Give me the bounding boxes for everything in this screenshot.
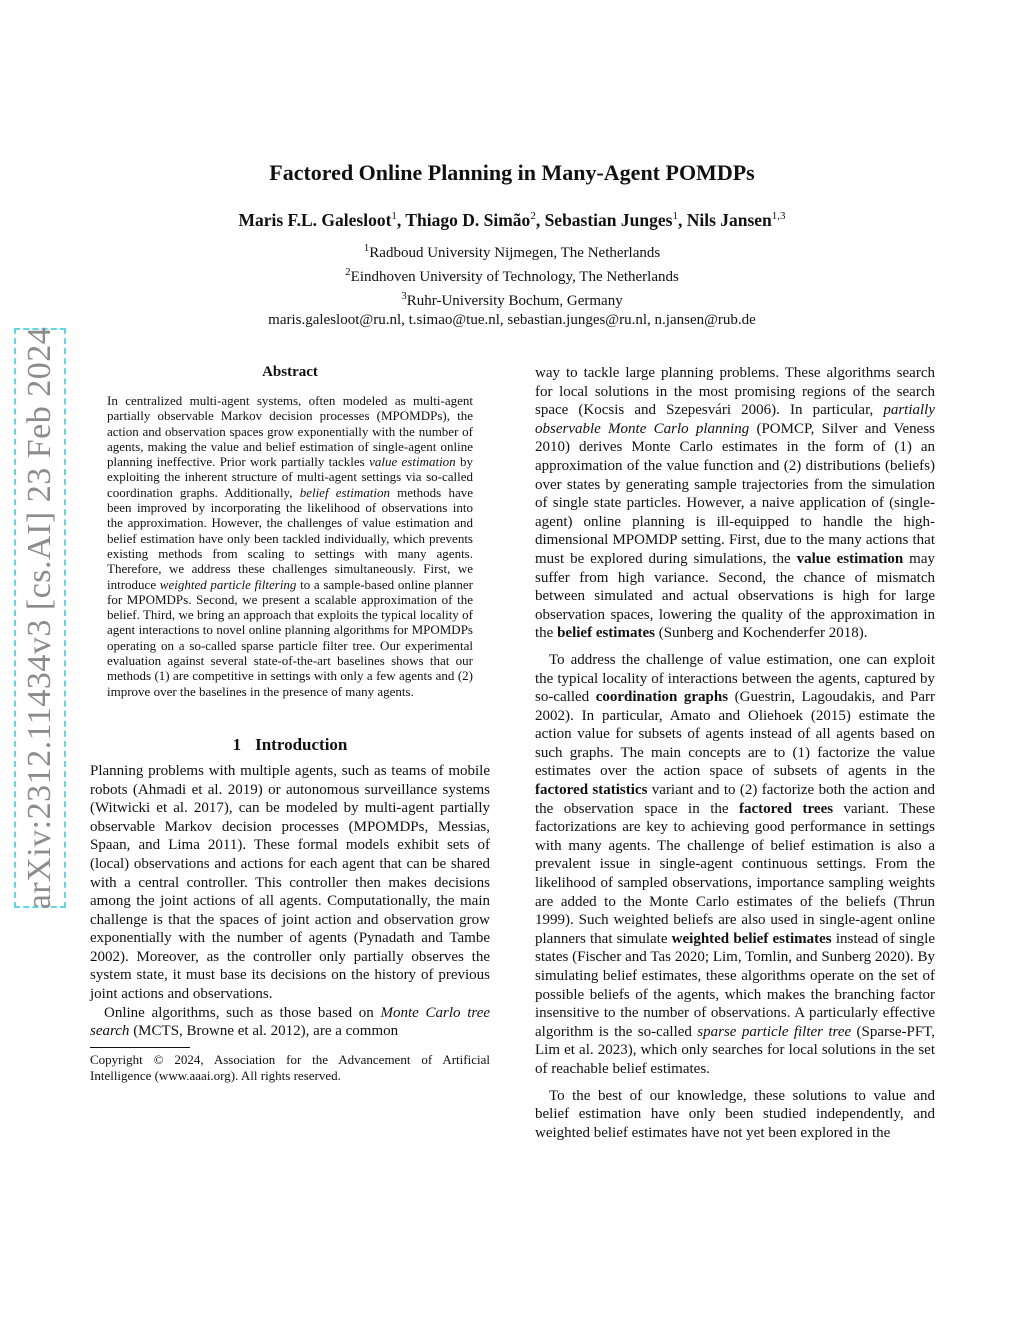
emphasis-text: partially observable Monte Carlo planning (535, 402, 935, 437)
section-title: Introduction (255, 734, 348, 754)
text-run: (MCTS, Browne et al. 2012), are a common (129, 1023, 399, 1040)
author-name: Maris F.L. Galesloot (238, 210, 392, 230)
author-name: Thiago D. Simão (405, 210, 531, 230)
copyright-footnote: Copyright © 2024, Association for the Advancement of Artificial Intelligence (www.aaai.org). All rights reserved. (90, 1051, 490, 1083)
left-column (90, 364, 490, 1084)
bold-term: belief estimates (557, 625, 655, 642)
emphasis-text: Monte Carlo tree search (90, 1004, 491, 1040)
emphasis-text: sparse particle filter tree (697, 1023, 852, 1040)
intro-paragraph (535, 364, 935, 643)
text-run: To address the challenge of value estimation, one can exploit the typical locality of interactions between the agents, captured by so-called (535, 651, 935, 706)
arxiv-stamp (14, 328, 66, 908)
affiliation-text: Ruhr-University Bochum, Germany (406, 293, 623, 309)
text-run: (POMCP, Silver and Veness 2010) derives Monte Carlo estimates in the form of (1) an approximation of the value function and (2) distributions (beliefs) over states by generating sample trajectories from the simulation of single state particles. However, a naive application of (single-agent) online planning is ill-equipped to handle the high-dimensional MPOMDP setting. First, due to the many actions that must be explored during simulations, the (535, 420, 936, 567)
bold-term: weighted belief estimates (671, 930, 832, 947)
author-sup: 1,3 (771, 210, 786, 223)
bold-term: value estimation (796, 550, 904, 567)
text-run: variant and to (2) factorize both the action and the observation space in the (535, 782, 935, 817)
affiliation (0, 239, 1024, 263)
arxiv-id: arXiv:2312.11434v3 [cs.AI] 23 Feb 2024 (21, 326, 58, 910)
intro-paragraph: To the best of our knowledge, these solutions to value and belief estimation have only been studied independently, and weighted belief estimates have not yet been explored in the (535, 1087, 935, 1141)
abstract-text-run: to a sample-based online planner for MPOMDPs. Second, we present a scalable approximation of the belief. Third, we bring an approach that exploits the typical locality of agent interactions to novel online planning algorithms for MPOMDPs operating on a so-called sparse particle filter tree. Our experimental evaluation against several state-of-the-art baselines shows that our methods (1) are competitive in settings with only a few agents and (2) improve over the baselines in the presence of many agents. (107, 576, 474, 699)
section-number: 1 (232, 734, 242, 754)
author-emails: maris.galesloot@ru.nl, t.simao@tue.nl, sebastian.junges@ru.nl, n.jansen@rub.de (268, 312, 756, 328)
abstract-heading: Abstract (262, 364, 318, 380)
abstract-emphasis: belief estimation (299, 484, 390, 500)
author-sup: 1 (391, 210, 397, 223)
affiliation (0, 263, 1024, 287)
affiliation-text: Radboud University Nijmegen, The Netherlands (369, 245, 661, 261)
author-list: Maris F.L. Galesloot$^1$, Thiago D. Simão$^2$, Sebastian Junges$^1$, Nils Jansen$^{1,3}$ (238, 210, 786, 230)
affiliation-sup: 3 (401, 290, 407, 302)
text-run: instead of single states (Fischer and Tas 2020; Lim, Tomlin, and Sunberg 2020). By simulating belief estimates, these algorithms operate on the set of possible beliefs of the agents, which makes the branching factor insensitive to the number of observations. A particularly effective algorithm is the so-called (535, 930, 935, 1040)
bold-term: factored statistics (535, 782, 648, 799)
section-heading (90, 735, 490, 755)
intro-paragraph: Planning problems with multiple agents, such as teams of mobile robots (Ahmadi et al. 2019) or autonomous surveillance systems (Witwicki et al. 2017), can be modeled by multi-agent partially observable Markov decision processes (MPOMDPs, Messias, Spaan, and Lima 2011). These formal models exhibit sets of (local) observations and actions for each agent that can be shared with a central controller. This controller then makes decisions among the joint actions of all agents. Computationally, the main challenge is that the spaces of joint action and observation grow exponentially with the number of agents (Pynadath and Tambe 2002). Moreover, as the controller only partially observes the system state, it must base its decisions on the history of previous joint actions and observations. (90, 762, 490, 1003)
abstract-text (107, 393, 473, 699)
text-run: (Sparse-PFT, Lim et al. 2023), which only searches for local solutions in the set of reachable belief estimates. (535, 1023, 935, 1077)
author-sup: 1 (672, 210, 678, 223)
abstract-text-run: In centralized multi-agent systems, often modeled as multi-agent partially observable Markov decision processes (MPOMDPs), the action and observation spaces grow exponentially with the number of agents, making the value and belief estimation of single-agent online planning ineffective. Prior work partially tackles (107, 393, 473, 470)
paper-title: Factored Online Planning in Many-Agent POMDPs (269, 160, 755, 185)
right-column (535, 364, 935, 1142)
affiliation-sup: 1 (363, 242, 370, 254)
text-run: may suffer from high variance. Second, the chance of mismatch between simulated and actual observations is high for large observation spaces, lowering the quality of the approximation in the (535, 550, 935, 642)
intro-paragraph (535, 651, 935, 1079)
author-name: Sebastian Junges (544, 210, 673, 230)
text-run: (Guestrin, Lagoudakis, and Parr 2002). In particular, Amato and Oliehoek (2015) estimate the action value for subsets of agents instead of all agents based on such graphs. The main concepts are to (1) factorize the value estimates over the action space of subsets of agents in the (535, 689, 935, 780)
author-name: Nils Jansen (686, 210, 772, 230)
abstract-text-run: methods have been improved by incorporating the likelihood of observations into the approximation. However, the challenges of value estimation and belief estimation have only been tackled individually, which prevents existing methods from scaling to settings with many agents. Therefore, we address these challenges simultaneously. First, we introduce (107, 484, 473, 592)
affiliation-text: Eindhoven University of Technology, The Netherlands (350, 269, 679, 285)
affiliation-sup: 2 (345, 266, 351, 278)
author-sup: 2 (530, 210, 536, 223)
intro-paragraph (90, 1004, 490, 1041)
bold-term: factored trees (739, 800, 834, 817)
footnote-rule (90, 1047, 190, 1048)
text-run: Online algorithms, such as those based on (104, 1004, 381, 1021)
affiliations (0, 239, 1024, 330)
affiliation (0, 287, 1024, 311)
bold-term: coordination graphs (595, 689, 729, 706)
text-run: (Sunberg and Kochenderfer 2018). (654, 625, 868, 642)
abstract-emphasis: weighted particle filtering (159, 576, 297, 592)
text-run: variant. These factorizations are key to achieving good performance in settings with many agents. The challenge of belief estimation is also a prevalent issue in single-agent continuous settings. From the likelihood of sampled observations, importance sampling weights are added to the Monte Carlo estimates of the beliefs (Thrun 1999). Such weighted beliefs are also used in single-agent online planners that simulate (535, 800, 935, 947)
abstract-text-run: by exploiting the inherent structure of multi-agent settings via so-called coordination graphs. Additionally, (107, 454, 473, 500)
text-run: way to tackle large planning problems. These algorithms search for local solutions in the most promising regions of the search space (Kocsis and Szepesvári 2006). In particular, (535, 365, 935, 419)
abstract-emphasis: value estimation (369, 454, 456, 470)
